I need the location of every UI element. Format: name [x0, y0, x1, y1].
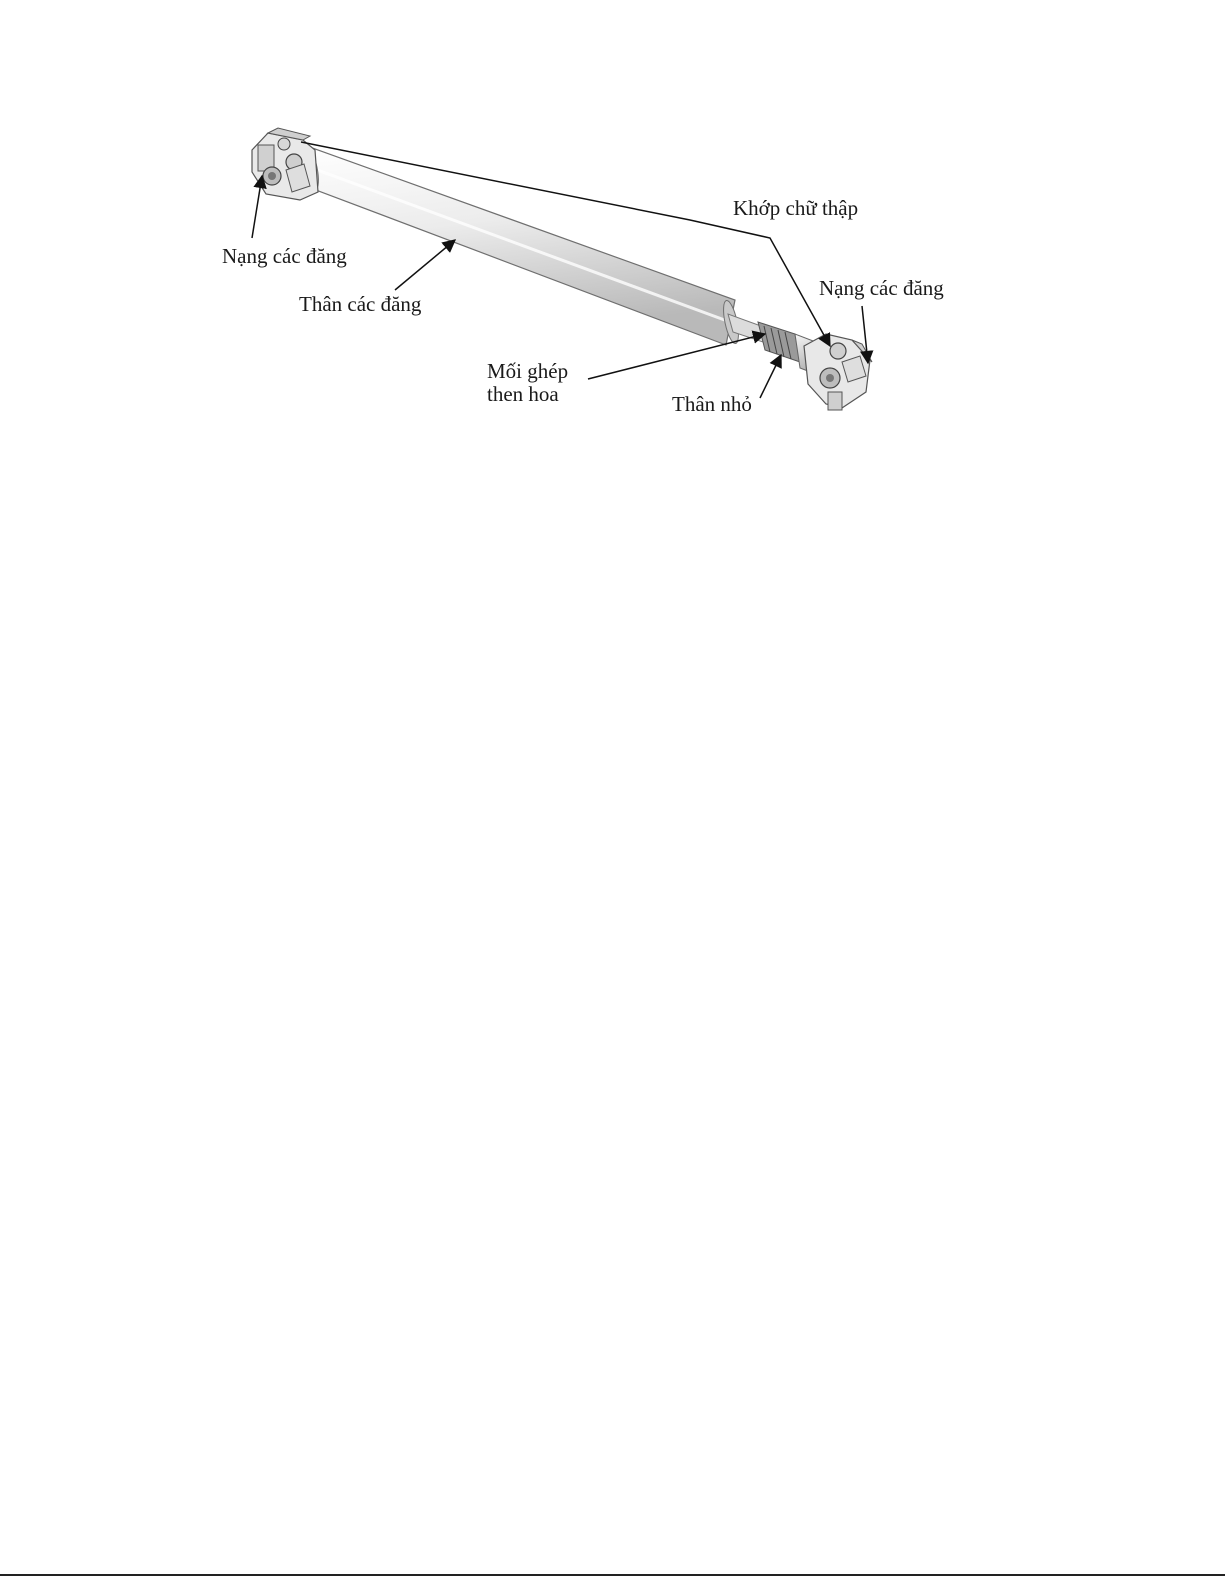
label-yoke-right: Nạng các đăng — [819, 276, 944, 300]
right-yoke — [804, 334, 872, 410]
leader-spline — [588, 334, 765, 379]
label-main-tube: Thân các đăng — [299, 292, 422, 316]
label-spline-line1: Mối ghép — [487, 359, 569, 383]
spline-shaft — [728, 314, 800, 362]
page-bottom-rule — [0, 1574, 1225, 1576]
leader-small-body — [760, 355, 781, 398]
label-small-body: Thân nhỏ — [672, 392, 752, 416]
label-yoke-left: Nạng các đăng — [222, 244, 347, 268]
drive-shaft-diagram — [0, 0, 1225, 460]
leader-yoke-left — [252, 176, 262, 238]
label-cross-joint: Khớp chữ thập — [733, 196, 859, 220]
label-spline-line2: then hoa — [487, 382, 559, 406]
left-yoke — [252, 128, 318, 200]
leader-main-tube — [395, 240, 455, 290]
